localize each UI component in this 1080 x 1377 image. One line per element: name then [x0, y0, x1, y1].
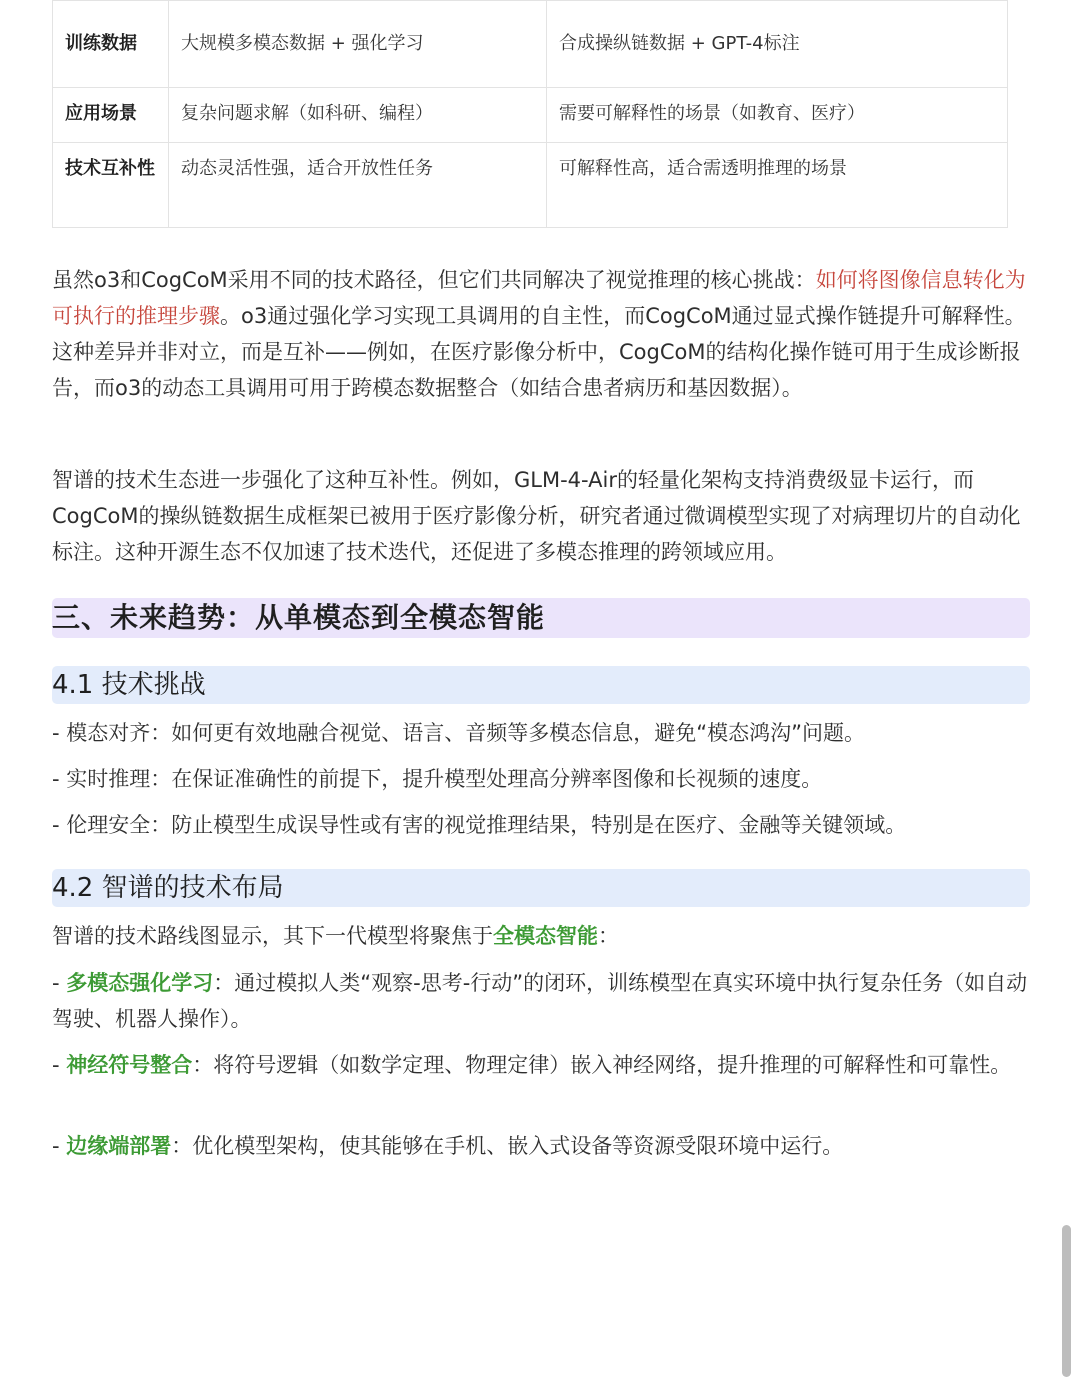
- cogcom-cell: 合成操纵链数据 + GPT-4标注: [547, 1, 1008, 88]
- section-heading: 三、未来趋势：从单模态到全模态智能: [52, 598, 1030, 638]
- table-row: [53, 1, 1008, 88]
- list-dash: -: [52, 1134, 67, 1158]
- row-label: 技术互补性: [53, 143, 169, 228]
- para1-highlight: 如何将图像信息转化为可执行的推理步骤: [52, 268, 1026, 328]
- intro-highlight: 全模态智能: [493, 924, 598, 948]
- list-item: [52, 1047, 1030, 1083]
- row-label: 应用场景: [53, 88, 169, 143]
- para1-text-before: 虽然o3和CogCoM采用不同的技术路径，但它们共同解决了视觉推理的核心挑战：: [52, 268, 816, 292]
- list-item: - 模态对齐：如何更有效地融合视觉、语言、音频等多模态信息，避免“模态鸿沟”问题。: [52, 721, 866, 745]
- scrollbar-thumb[interactable]: [1062, 1225, 1071, 1377]
- comparison-table: [52, 0, 1008, 228]
- intro-colon: ：: [598, 924, 619, 948]
- subsection-heading-4-1: 4.1 技术挑战: [52, 666, 1030, 704]
- intro-text: 智谱的技术路线图显示，其下一代模型将聚焦于: [52, 924, 493, 948]
- list-item: [52, 1128, 1030, 1164]
- roadmap-intro: [52, 918, 1030, 954]
- list-text: ：将符号逻辑（如数学定理、物理定律）嵌入神经网络，提升推理的可解释性和可靠性。: [192, 1053, 1012, 1077]
- row-label: 训练数据: [53, 1, 169, 88]
- subsection-heading-4-2: 4.2 智谱的技术布局: [52, 869, 1030, 907]
- cogcom-cell: 可解释性高，适合需透明推理的场景: [547, 143, 1008, 228]
- list-text: ：通过模拟人类“观察-思考-行动”的闭环，训练模型在真实环境中执行复杂任务（如自动驾驶、机器人操作）。: [52, 971, 1028, 1031]
- list-text: ：优化模型架构，使其能够在手机、嵌入式设备等资源受限环境中运行。: [171, 1134, 844, 1158]
- paragraph-comparison: [52, 262, 1030, 406]
- o3-cell: 大规模多模态数据 + 强化学习: [169, 1, 547, 88]
- table-row: [53, 143, 1008, 228]
- list-term: 神经符号整合: [66, 1053, 193, 1077]
- list-term: 边缘端部署: [66, 1134, 172, 1158]
- list-dash: -: [52, 1053, 67, 1077]
- para1-text-after: 。o3通过强化学习实现工具调用的自主性，而CogCoM通过显式操作链提升可解释性。这种差异并非对立，而是互补——例如，在医疗影像分析中，CogCoM的结构化操作链可用于生成诊断报告，而o3的动态工具调用可用于跨模态数据整合（如结合患者病历和基因数据）。: [52, 304, 1026, 400]
- cogcom-cell: 需要可解释性的场景（如教育、医疗）: [547, 88, 1008, 143]
- list-item: - 实时推理：在保证准确性的前提下，提升模型处理高分辨率图像和长视频的速度。: [52, 767, 823, 791]
- paragraph-ecosystem: 智谱的技术生态进一步强化了这种互补性。例如，GLM-4-Air的轻量化架构支持消费级显卡运行，而CogCoM的操纵链数据生成框架已被用于医疗影像分析，研究者通过微调模型实现了对病理切片的自动化标注。这种开源生态不仅加速了技术迭代，还促进了多模态推理的跨领域应用。: [52, 468, 1021, 564]
- o3-cell: 动态灵活性强，适合开放性任务: [169, 143, 547, 228]
- list-item: - 伦理安全：防止模型生成误导性或有害的视觉推理结果，特别是在医疗、金融等关键领域。: [52, 813, 907, 837]
- list-term: 多模态强化学习: [66, 971, 214, 995]
- list-dash: -: [52, 971, 67, 995]
- table-row: [53, 88, 1008, 143]
- article-content: [52, 0, 1030, 1158]
- list-item: [52, 965, 1030, 1037]
- o3-cell: 复杂问题求解（如科研、编程）: [169, 88, 547, 143]
